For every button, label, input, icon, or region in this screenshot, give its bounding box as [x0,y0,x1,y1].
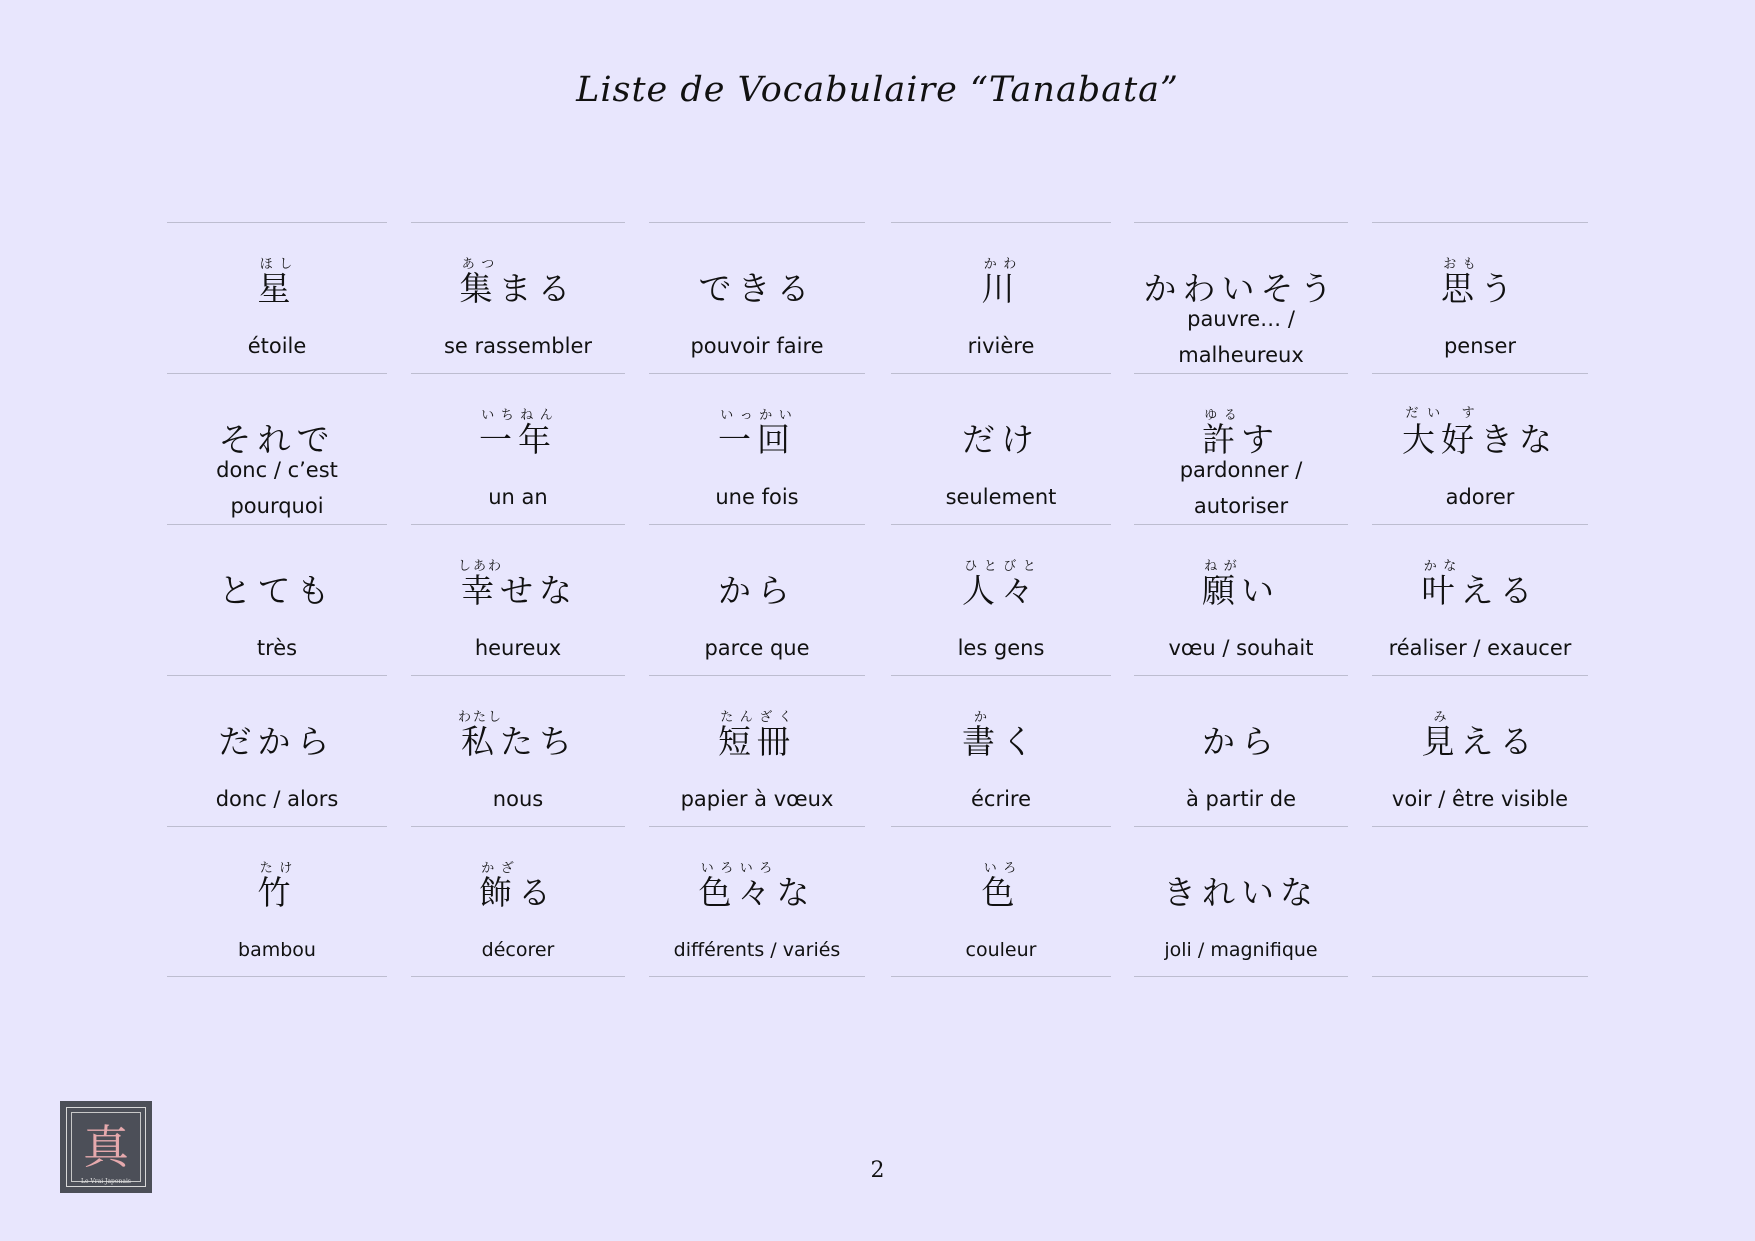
vocab-card [891,826,1111,977]
french-meaning: bambou [238,939,316,961]
furigana: しあわ [457,559,503,574]
japanese-word [1202,559,1280,609]
kanji-with-reading [718,710,796,761]
vocab-word [411,404,625,458]
kana: す [1241,420,1280,459]
french-meaning: étoile [247,334,307,358]
kanji: 書 [962,722,1001,761]
japanese-word [1422,559,1539,609]
vocab-word [411,253,625,307]
japanese-word [1441,257,1519,307]
kana: から [1202,722,1280,761]
vocab-card [411,675,625,825]
furigana: たけ [257,861,297,876]
kanji-with-reading [1402,406,1480,459]
french-meaning: vœu / souhait [1168,636,1314,660]
vocab-card [1372,222,1588,372]
kanji: 願 [1202,571,1241,610]
vocab-word [891,706,1111,760]
furigana: かざ [479,861,518,876]
vocab-card [649,675,865,825]
japanese-word [458,559,578,609]
japanese-word [1202,724,1280,760]
vocab-word [167,404,387,458]
kanji: 短冊 [718,722,796,761]
kana: い [1241,571,1280,610]
furigana: あつ [459,257,499,272]
kana: う [1480,269,1519,308]
japanese-word [1163,875,1319,911]
french-meaning: un an [488,485,548,509]
japanese-word [1422,710,1539,760]
japanese-word [219,573,336,609]
vocab-word [649,404,865,458]
furigana: わたし [457,710,503,725]
kana: える [1460,571,1539,610]
furigana: ねが [1202,559,1241,574]
french-meaning: adorer [1445,485,1515,509]
kanji-with-reading [479,408,557,459]
furigana: かわ [981,257,1021,272]
kana: く [1001,722,1040,761]
french-meaning: une fois [715,485,799,509]
vocab-card [891,524,1111,674]
vocab-card [649,373,865,523]
vocab-word [1372,706,1588,760]
vocab-word [167,706,387,760]
vocab-word [891,253,1111,307]
kanji: 川 [981,269,1021,308]
vocab-word [649,555,865,609]
japanese-word [460,257,577,307]
japanese-word [258,861,297,911]
vocab-word [649,857,865,911]
kanji-with-reading [1421,710,1461,761]
furigana: いろいろ [698,861,777,876]
furigana: ほし [257,257,297,272]
japanese-word [258,257,297,307]
kana: きれいな [1163,873,1319,912]
french-meaning: très [256,636,298,660]
vocab-card [1372,524,1588,674]
french-meaning: parce que [704,636,810,660]
french-meaning: papier à vœux [680,787,834,811]
vocab-card [411,826,625,977]
french-meaning: donc / alors [215,787,339,811]
vocab-card [411,524,625,674]
kana: かわいそう [1143,269,1339,308]
kana: せな [499,571,578,610]
kanji: 飾 [479,873,518,912]
japanese-word [699,861,816,911]
vocab-word [1372,555,1588,609]
kana: から [718,571,796,610]
kanji: 幸 [457,571,503,610]
french-meaning: écrire [970,787,1032,811]
kanji-with-reading [981,861,1021,912]
furigana: み [1421,710,1461,725]
furigana: ゆる [1202,408,1241,423]
kanji: 人々 [962,571,1040,610]
kanji-with-reading [457,559,503,610]
page-title: Liste de Vocabulaire “Tanabata” [576,70,1179,110]
vocab-card [411,222,625,372]
vocab-card [1372,675,1588,825]
vocab-word [1372,253,1588,307]
vocab-card [167,373,387,523]
vocab-word [1372,404,1588,458]
japanese-word [962,710,1040,760]
kanji-with-reading [1421,559,1461,610]
kanji-with-reading [962,559,1040,610]
furigana: いちねん [479,408,557,423]
vocab-word [167,857,387,911]
japanese-word [982,861,1021,911]
kanji-with-reading [718,408,796,459]
kanji-with-reading [1441,257,1480,308]
vocab-word [891,857,1111,911]
kanji: 色々 [698,873,777,912]
vocab-card [1134,222,1348,372]
kanji: 色 [981,873,1021,912]
french-meaning: à partir de [1185,787,1296,811]
vocab-word [891,555,1111,609]
kana: できる [698,269,816,308]
vocab-word [167,555,387,609]
japanese-word [479,408,557,458]
kana: える [1460,722,1539,761]
empty-card [1372,826,1588,977]
french-meaning: heureux [474,636,562,660]
furigana: たんざく [718,710,796,725]
japanese-word [479,861,557,911]
vocab-word [891,404,1111,458]
japanese-word [718,710,796,760]
kana: だから [218,722,336,761]
kanji-with-reading [962,710,1001,761]
page-number: 2 [870,1158,885,1183]
kanji: 竹 [257,873,297,912]
vocab-card [649,826,865,977]
vocab-card [167,222,387,372]
kanji: 許 [1202,420,1241,459]
french-meaning: joli / magnifique [1164,939,1318,961]
french-meaning: rivière [967,334,1035,358]
vocab-card [891,222,1111,372]
kanji-with-reading [457,710,503,761]
kana: きな [1480,420,1558,459]
french-meaning: donc / c’est pourquoi [216,458,338,518]
kanji: 叶 [1421,571,1461,610]
vocab-word [1134,404,1348,458]
vocab-word [411,857,625,911]
japanese-word [718,573,796,609]
vocab-word [1134,706,1348,760]
kanji-with-reading [981,257,1021,308]
japanese-word [962,559,1040,609]
vocab-card [411,373,625,523]
furigana: いろ [981,861,1021,876]
vocab-card [1134,826,1348,977]
kanji: 一回 [718,420,796,459]
vocab-word [649,706,865,760]
kana: それで [218,420,336,459]
japanese-word [962,422,1040,458]
vocab-card [1134,675,1348,825]
french-meaning: voir / être visible [1391,787,1569,811]
kanji: 大好 [1402,420,1480,459]
kanji-with-reading [257,861,297,912]
vocab-card [1134,373,1348,523]
vocab-card [649,524,865,674]
kanji-with-reading [479,861,518,912]
kanji: 見 [1421,722,1461,761]
kanji-with-reading [459,257,499,308]
kana: る [518,873,557,912]
furigana: おも [1441,257,1480,272]
logo-glyph: 真 [83,1120,129,1174]
vocab-card [167,826,387,977]
kanji: 一年 [479,420,557,459]
french-meaning: pardonner / autoriser [1179,458,1303,518]
vocab-word [411,706,625,760]
french-meaning: différents / variés [673,939,841,961]
french-meaning: seulement [945,485,1057,509]
french-meaning: réaliser / exaucer [1388,636,1572,660]
kana: だけ [962,420,1040,459]
french-meaning: pauvre… / malheureux [1178,307,1304,367]
french-meaning: se rassembler [443,334,592,358]
kanji: 思 [1441,269,1480,308]
kana: とても [218,571,336,610]
french-meaning: décorer [481,939,555,961]
japanese-word [1202,408,1280,458]
kana: な [776,873,816,912]
vocab-card [891,675,1111,825]
furigana: だい す [1402,406,1480,421]
kanji-with-reading [257,257,297,308]
french-meaning: pouvoir faire [690,334,824,358]
furigana: ひとびと [962,559,1040,574]
vocab-word [1134,857,1348,911]
french-meaning: penser [1443,334,1517,358]
japanese-word [1402,406,1558,458]
vocab-word [1134,555,1348,609]
japanese-word [219,724,336,760]
kanji-with-reading [698,861,777,912]
kanji-with-reading [1202,559,1241,610]
furigana: かな [1421,559,1461,574]
kanji: 星 [257,269,297,308]
vocab-word [649,253,865,307]
vocab-card [891,373,1111,523]
kanji: 私 [457,722,503,761]
kanji: 集 [459,269,499,308]
vocab-card [167,675,387,825]
french-meaning: les gens [957,636,1045,660]
french-meaning: nous [492,787,544,811]
furigana: いっかい [718,408,796,423]
vocab-card [1372,373,1588,523]
logo-caption: Le Vrai Japonais [81,1178,131,1185]
vocab-card [649,222,865,372]
japanese-word [718,408,796,458]
vocab-card [167,524,387,674]
french-meaning: couleur [965,939,1037,961]
furigana: か [962,710,1001,725]
japanese-word [458,710,578,760]
vocab-card [1134,524,1348,674]
vocab-word [411,555,625,609]
vocab-word [1134,253,1348,307]
kana: まる [498,269,577,308]
vocab-word [167,253,387,307]
japanese-word [699,271,816,307]
kana: たち [499,722,578,761]
japanese-word [982,257,1021,307]
